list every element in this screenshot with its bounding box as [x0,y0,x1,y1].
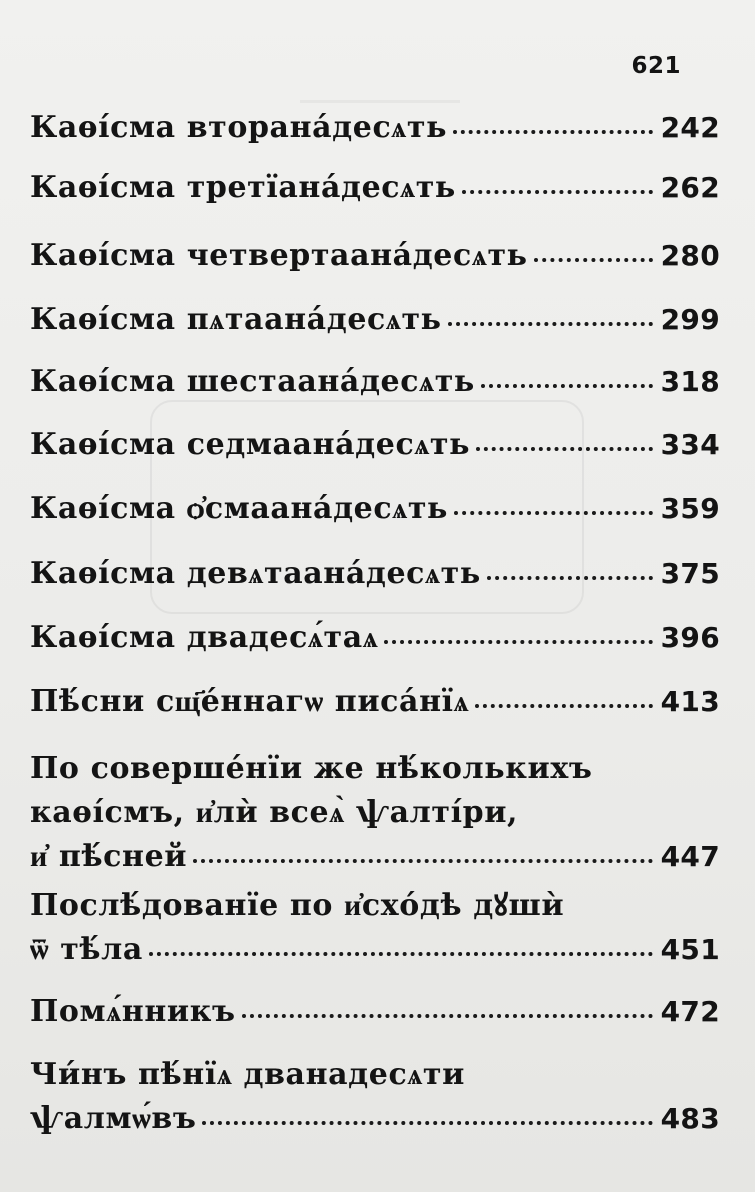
page-number: 621 [631,53,681,79]
dot-leader [475,704,652,708]
dot-leader [384,640,652,644]
toc-line [30,491,720,526]
toc-entry [30,491,720,526]
toc-page-ref: 318 [660,365,720,398]
toc-line [30,620,720,655]
toc-entry-title-line: каѳі́смъ, и҆лѝ всеѧ̀ ѱалтı́ри, [30,795,519,830]
toc-line [30,170,720,205]
toc-entry-title: Каѳі́сма двадесѧ́таѧ [30,620,379,655]
toc-line [30,839,720,874]
toc-page-ref: 413 [660,685,720,718]
toc-line [30,556,720,591]
dot-leader [481,384,653,388]
dot-leader [476,447,653,451]
dot-leader [453,130,653,134]
toc-line [30,932,720,967]
toc-line [30,888,720,923]
toc-entry [30,170,720,205]
toc-page-ref: 280 [660,239,720,272]
toc-entry-title-line: Послѣ́дованїе по и҆схо́дѣ дꙋшѝ [30,888,565,923]
toc-entry-title-line: ѿ тѣ́ла [30,932,143,967]
toc-entry-title-line: По соверше́нїи же нѣ́колькихъ [30,751,593,786]
toc-page-ref: 396 [660,621,720,654]
toc-page-ref: 451 [660,933,720,966]
toc-entry-title-line: Чи́нъ пѣ́нїѧ дванадесѧти [30,1057,465,1092]
bleed-through-rule [300,60,460,103]
toc-page-ref: 334 [660,428,720,461]
dot-leader [202,1121,652,1125]
toc-entry [30,556,720,591]
dot-leader [149,952,653,956]
toc-entry-title: Каѳі́сма шестаана́десѧть [30,364,475,399]
toc-page-ref: 262 [660,171,720,204]
toc-page-ref: 472 [660,995,720,1028]
toc-line [30,795,720,830]
dot-leader [448,322,653,326]
toc-line [30,302,720,337]
dot-leader [534,258,653,262]
toc-entry [30,684,720,719]
toc-line [30,238,720,273]
toc-entry-title: Каѳі́сма четвертаана́десѧть [30,238,528,273]
toc-entry [30,888,720,967]
dot-leader [242,1014,653,1018]
toc-entry-title: Пѣ́сни сщ҃е́ннагѡ писа́нїѧ [30,684,470,719]
toc-entry-title: Помѧ́нникъ [30,994,236,1029]
dot-leader [487,576,653,580]
toc-entry [30,620,720,655]
toc-page-ref: 483 [660,1102,720,1135]
dot-leader [193,859,652,863]
toc-line [30,1057,720,1092]
toc-entry [30,238,720,273]
toc-entry-title-line: и҆ пѣ́сней [30,839,188,874]
toc-entry-title: Каѳі́сма ѻ҆смаана́десѧть [30,491,448,526]
dot-leader [462,190,653,194]
toc-entry-title: Каѳі́сма седмаана́десѧть [30,427,471,462]
toc-line [30,110,720,145]
toc-page-ref: 242 [660,111,720,144]
toc-line [30,684,720,719]
toc-entry [30,302,720,337]
toc-entry [30,1057,720,1136]
toc-page-ref: 299 [660,303,720,336]
toc-entry [30,364,720,399]
toc-entry [30,427,720,462]
toc-line [30,1101,720,1136]
toc-entry-title: Каѳі́сма девѧтаана́десѧть [30,556,481,591]
toc-line [30,994,720,1029]
toc-entry [30,751,720,874]
toc-entry-title: Каѳі́сма пѧтаана́десѧть [30,302,442,337]
toc-entry-title: Каѳі́сма третїана́десѧть [30,170,456,205]
toc-page-ref: 447 [660,840,720,873]
toc-entry-title-line: ѱалмѡ́въ [30,1101,197,1136]
toc-entry-title: Каѳі́сма вторана́десѧть [30,110,448,145]
toc-line [30,427,720,462]
toc-line [30,751,720,786]
toc-page-ref: 375 [660,557,720,590]
toc-entry [30,994,720,1029]
toc-line [30,364,720,399]
toc-page-ref: 359 [660,492,720,525]
toc-entry [30,110,720,145]
dot-leader [454,511,653,515]
